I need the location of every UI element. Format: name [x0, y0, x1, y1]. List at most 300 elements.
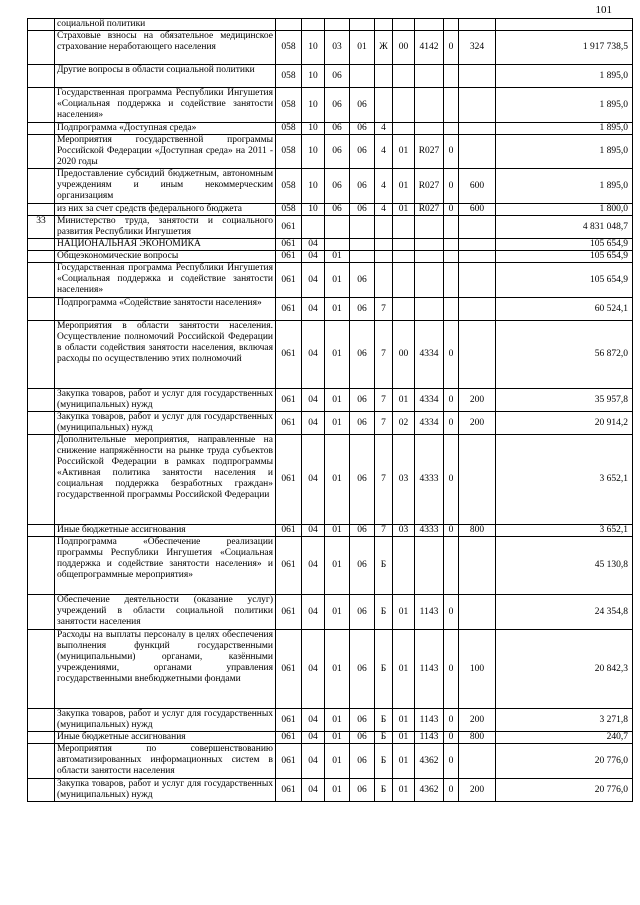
- cell-c4: 4333: [415, 435, 444, 525]
- cell-c4: R027: [415, 169, 444, 204]
- cell-g: 061: [276, 744, 302, 779]
- cell-g: 061: [276, 298, 302, 321]
- cell-p: [325, 19, 350, 31]
- table-row: [28, 709, 633, 732]
- cell-c5: 0: [444, 321, 459, 389]
- table-row: [28, 216, 633, 239]
- cell-c1: 06: [350, 135, 375, 169]
- cell-c5: 0: [444, 31, 459, 65]
- cell-s: 240,7: [496, 732, 633, 744]
- cell-c5: 0: [444, 389, 459, 412]
- cell-c2: Б: [375, 630, 393, 709]
- cell-s: 105 654,9: [496, 239, 633, 251]
- cell-p: [325, 216, 350, 239]
- cell-s: 1 895,0: [496, 123, 633, 135]
- cell-name: из них за счет средств федерального бюджета: [55, 204, 276, 216]
- cell-c1: 06: [350, 204, 375, 216]
- cell-c5: 0: [444, 435, 459, 525]
- cell-c5: [444, 65, 459, 88]
- cell-c2: 7: [375, 525, 393, 537]
- cell-g: 061: [276, 263, 302, 298]
- table-row: [28, 31, 633, 65]
- cell-c4: R027: [415, 204, 444, 216]
- cell-c4: R027: [415, 135, 444, 169]
- cell-n: [28, 239, 55, 251]
- cell-c4: 4334: [415, 389, 444, 412]
- cell-r: 04: [302, 389, 325, 412]
- cell-v: [459, 595, 496, 630]
- cell-name: НАЦИОНАЛЬНАЯ ЭКОНОМИКА: [55, 239, 276, 251]
- table-row: [28, 537, 633, 595]
- cell-n: [28, 251, 55, 263]
- cell-name: Расходы на выплаты персоналу в целях обеспечения выполнения функций государственными (муниципальными) органами, казёнными учреждениями, органами управления государственными внебюджетными фондами: [55, 630, 276, 709]
- cell-g: 061: [276, 412, 302, 435]
- cell-c2: Б: [375, 779, 393, 802]
- cell-g: 061: [276, 216, 302, 239]
- budget-table: [27, 18, 633, 802]
- cell-p: 06: [325, 88, 350, 123]
- cell-name: Мероприятия по совершенствованию автоматизированных информационных систем в области занятости населения: [55, 744, 276, 779]
- cell-c5: 0: [444, 135, 459, 169]
- cell-s: 1 895,0: [496, 88, 633, 123]
- cell-c3: [393, 65, 415, 88]
- cell-c3: 01: [393, 709, 415, 732]
- cell-p: 01: [325, 298, 350, 321]
- cell-g: 058: [276, 204, 302, 216]
- table-row: [28, 630, 633, 709]
- cell-c2: Б: [375, 709, 393, 732]
- cell-c4: [415, 88, 444, 123]
- cell-c4: 4362: [415, 744, 444, 779]
- cell-v: 324: [459, 31, 496, 65]
- cell-r: 10: [302, 31, 325, 65]
- cell-c3: [393, 88, 415, 123]
- cell-c1: 06: [350, 435, 375, 525]
- table-row: [28, 412, 633, 435]
- cell-g: 061: [276, 321, 302, 389]
- cell-c5: [444, 298, 459, 321]
- table-body: [28, 19, 633, 802]
- cell-r: 10: [302, 204, 325, 216]
- cell-p: 01: [325, 412, 350, 435]
- cell-v: [459, 123, 496, 135]
- cell-p: 01: [325, 744, 350, 779]
- cell-c4: 1143: [415, 595, 444, 630]
- cell-name: Другие вопросы в области социальной политики: [55, 65, 276, 88]
- cell-r: [302, 19, 325, 31]
- cell-c3: [393, 251, 415, 263]
- cell-c4: [415, 298, 444, 321]
- cell-r: 04: [302, 779, 325, 802]
- cell-c1: 06: [350, 298, 375, 321]
- cell-p: [325, 239, 350, 251]
- cell-c5: [444, 251, 459, 263]
- cell-c4: 4362: [415, 779, 444, 802]
- cell-n: [28, 709, 55, 732]
- cell-n: [28, 630, 55, 709]
- cell-g: 058: [276, 31, 302, 65]
- cell-s: 60 524,1: [496, 298, 633, 321]
- cell-g: 058: [276, 135, 302, 169]
- cell-name: Общеэкономические вопросы: [55, 251, 276, 263]
- cell-c2: Б: [375, 744, 393, 779]
- table-row: [28, 123, 633, 135]
- table-row: [28, 65, 633, 88]
- cell-g: [276, 19, 302, 31]
- table-row: [28, 744, 633, 779]
- cell-v: [459, 744, 496, 779]
- cell-c3: 01: [393, 204, 415, 216]
- cell-name: Подпрограмма «Содействие занятости населения»: [55, 298, 276, 321]
- table-row: [28, 435, 633, 525]
- cell-n: [28, 204, 55, 216]
- cell-n: [28, 744, 55, 779]
- cell-c2: [375, 88, 393, 123]
- cell-s: 105 654,9: [496, 263, 633, 298]
- cell-c5: 0: [444, 169, 459, 204]
- page-number: 101: [595, 4, 612, 16]
- cell-c5: 0: [444, 595, 459, 630]
- cell-c1: 06: [350, 412, 375, 435]
- cell-n: [28, 732, 55, 744]
- cell-c4: 4334: [415, 321, 444, 389]
- cell-n: [28, 88, 55, 123]
- cell-c1: 06: [350, 744, 375, 779]
- cell-g: 058: [276, 88, 302, 123]
- cell-c3: 02: [393, 412, 415, 435]
- cell-c3: [393, 123, 415, 135]
- cell-p: 01: [325, 732, 350, 744]
- cell-c2: 7: [375, 412, 393, 435]
- cell-p: 01: [325, 630, 350, 709]
- cell-p: 01: [325, 321, 350, 389]
- cell-p: 01: [325, 709, 350, 732]
- cell-v: 200: [459, 412, 496, 435]
- cell-c2: [375, 251, 393, 263]
- cell-c1: [350, 19, 375, 31]
- cell-c2: 7: [375, 389, 393, 412]
- table-row: [28, 321, 633, 389]
- cell-p: 06: [325, 123, 350, 135]
- cell-c3: 01: [393, 135, 415, 169]
- cell-s: 3 652,1: [496, 525, 633, 537]
- cell-r: 04: [302, 630, 325, 709]
- cell-v: 200: [459, 709, 496, 732]
- cell-s: 20 776,0: [496, 779, 633, 802]
- cell-c2: [375, 65, 393, 88]
- table-row: [28, 19, 633, 31]
- cell-c3: 00: [393, 31, 415, 65]
- table-row: [28, 389, 633, 412]
- cell-c1: [350, 216, 375, 239]
- cell-c2: 4: [375, 169, 393, 204]
- cell-r: 04: [302, 709, 325, 732]
- cell-c3: [393, 263, 415, 298]
- table-row: [28, 239, 633, 251]
- cell-c5: 0: [444, 204, 459, 216]
- cell-p: 06: [325, 65, 350, 88]
- cell-v: [459, 321, 496, 389]
- cell-name: Подпрограмма «Доступная среда»: [55, 123, 276, 135]
- cell-name: Государственная программа Республики Ингушетия «Социальная поддержка и содействие занятости населения»: [55, 88, 276, 123]
- cell-s: 45 130,8: [496, 537, 633, 595]
- cell-c4: 4333: [415, 525, 444, 537]
- cell-c1: 06: [350, 321, 375, 389]
- cell-r: 04: [302, 595, 325, 630]
- cell-p: 06: [325, 204, 350, 216]
- cell-r: 04: [302, 537, 325, 595]
- cell-c4: 1143: [415, 732, 444, 744]
- cell-v: [459, 251, 496, 263]
- cell-c3: [393, 298, 415, 321]
- cell-c3: 01: [393, 744, 415, 779]
- cell-c1: 06: [350, 537, 375, 595]
- cell-n: [28, 321, 55, 389]
- cell-c3: 03: [393, 435, 415, 525]
- table-row: [28, 88, 633, 123]
- cell-s: 1 917 738,5: [496, 31, 633, 65]
- cell-name: Подпрограмма «Обеспечение реализации программы Республики Ингушетия «Социальная поддержка и содействие занятости населения» и общепрограммные мероприятия»: [55, 537, 276, 595]
- cell-name: Предоставление субсидий бюджетным, автономным учреждениям и иным некоммерческим организациям: [55, 169, 276, 204]
- cell-c4: [415, 123, 444, 135]
- cell-r: 04: [302, 251, 325, 263]
- cell-c2: Ж: [375, 31, 393, 65]
- cell-name: Министерство труда, занятости и социального развития Республики Ингушетия: [55, 216, 276, 239]
- cell-p: 01: [325, 389, 350, 412]
- cell-name: Мероприятия государственной программы Российской Федерации «Доступная среда» на 2011 - 2020 годы: [55, 135, 276, 169]
- cell-c2: 7: [375, 321, 393, 389]
- cell-c1: 06: [350, 88, 375, 123]
- cell-c2: Б: [375, 732, 393, 744]
- cell-c5: 0: [444, 744, 459, 779]
- cell-r: 10: [302, 88, 325, 123]
- cell-name: Иные бюджетные ассигнования: [55, 732, 276, 744]
- cell-s: 3 652,1: [496, 435, 633, 525]
- cell-c5: 0: [444, 732, 459, 744]
- cell-r: 10: [302, 169, 325, 204]
- cell-p: 01: [325, 779, 350, 802]
- cell-c4: [415, 19, 444, 31]
- cell-g: 061: [276, 709, 302, 732]
- cell-c2: 4: [375, 123, 393, 135]
- cell-c1: 06: [350, 779, 375, 802]
- cell-c5: 0: [444, 709, 459, 732]
- cell-c5: 0: [444, 779, 459, 802]
- cell-v: [459, 435, 496, 525]
- cell-c1: 06: [350, 263, 375, 298]
- cell-v: [459, 263, 496, 298]
- cell-g: 061: [276, 537, 302, 595]
- cell-s: 24 354,8: [496, 595, 633, 630]
- cell-c4: 1143: [415, 630, 444, 709]
- cell-g: 061: [276, 732, 302, 744]
- cell-g: 058: [276, 65, 302, 88]
- cell-v: 200: [459, 389, 496, 412]
- cell-c4: [415, 537, 444, 595]
- cell-c2: [375, 239, 393, 251]
- cell-n: [28, 525, 55, 537]
- cell-r: 04: [302, 435, 325, 525]
- cell-c2: 4: [375, 204, 393, 216]
- table-row: [28, 204, 633, 216]
- cell-c1: 06: [350, 595, 375, 630]
- table-row: [28, 595, 633, 630]
- table-row: [28, 525, 633, 537]
- cell-n: [28, 537, 55, 595]
- cell-n: 33: [28, 216, 55, 239]
- cell-s: 20 842,3: [496, 630, 633, 709]
- cell-c4: 1143: [415, 709, 444, 732]
- cell-name: Страховые взносы на обязательное медицинское страхование неработающего населения: [55, 31, 276, 65]
- cell-s: 4 831 048,7: [496, 216, 633, 239]
- cell-v: [459, 216, 496, 239]
- cell-p: 01: [325, 435, 350, 525]
- cell-c3: 01: [393, 169, 415, 204]
- cell-c3: [393, 216, 415, 239]
- cell-s: 1 895,0: [496, 169, 633, 204]
- cell-c1: 06: [350, 389, 375, 412]
- cell-g: 061: [276, 239, 302, 251]
- cell-n: [28, 595, 55, 630]
- cell-n: [28, 19, 55, 31]
- cell-name: Закупка товаров, работ и услуг для государственных (муниципальных) нужд: [55, 709, 276, 732]
- cell-p: 01: [325, 537, 350, 595]
- cell-p: 06: [325, 135, 350, 169]
- cell-c2: 7: [375, 298, 393, 321]
- cell-c4: [415, 251, 444, 263]
- cell-v: 200: [459, 779, 496, 802]
- cell-c2: [375, 19, 393, 31]
- table-row: [28, 779, 633, 802]
- cell-g: 061: [276, 595, 302, 630]
- cell-s: [496, 19, 633, 31]
- cell-name: Дополнительные мероприятия, направленные на снижение напряжённости на рынке труда субъектов Российской Федерации в рамках подпрограммы «Активная политика занятости населения и социальная поддержка безработных граждан» государственной программы Российской Федерации: [55, 435, 276, 525]
- cell-r: 10: [302, 123, 325, 135]
- cell-v: 800: [459, 732, 496, 744]
- cell-r: 10: [302, 65, 325, 88]
- cell-c5: [444, 123, 459, 135]
- cell-s: 20 776,0: [496, 744, 633, 779]
- cell-v: [459, 537, 496, 595]
- cell-c3: 01: [393, 779, 415, 802]
- cell-g: 058: [276, 123, 302, 135]
- cell-n: [28, 389, 55, 412]
- cell-s: 56 872,0: [496, 321, 633, 389]
- cell-c4: [415, 65, 444, 88]
- cell-c5: [444, 88, 459, 123]
- cell-c1: 01: [350, 31, 375, 65]
- cell-c2: Б: [375, 537, 393, 595]
- cell-name: Иные бюджетные ассигнования: [55, 525, 276, 537]
- cell-name: Государственная программа Республики Ингушетия «Социальная поддержка и содействие занятости населения»: [55, 263, 276, 298]
- cell-c4: [415, 239, 444, 251]
- cell-p: 01: [325, 525, 350, 537]
- cell-c1: [350, 65, 375, 88]
- cell-p: 03: [325, 31, 350, 65]
- cell-n: [28, 435, 55, 525]
- cell-n: [28, 779, 55, 802]
- cell-c2: Б: [375, 595, 393, 630]
- cell-n: [28, 123, 55, 135]
- cell-r: 04: [302, 321, 325, 389]
- cell-p: 01: [325, 263, 350, 298]
- cell-c1: 06: [350, 169, 375, 204]
- cell-r: [302, 216, 325, 239]
- cell-r: 04: [302, 263, 325, 298]
- cell-c2: [375, 216, 393, 239]
- cell-c3: [393, 239, 415, 251]
- cell-c3: 01: [393, 595, 415, 630]
- cell-c5: 0: [444, 630, 459, 709]
- cell-c5: [444, 19, 459, 31]
- cell-c3: [393, 19, 415, 31]
- cell-c3: 01: [393, 630, 415, 709]
- cell-c1: 06: [350, 732, 375, 744]
- cell-n: [28, 169, 55, 204]
- cell-g: 061: [276, 630, 302, 709]
- cell-r: 04: [302, 412, 325, 435]
- cell-c1: 06: [350, 709, 375, 732]
- cell-c5: 0: [444, 525, 459, 537]
- cell-name: Обеспечение деятельности (оказание услуг) учреждений в области социальной политики занятости населения: [55, 595, 276, 630]
- table-row: [28, 169, 633, 204]
- cell-name: Закупка товаров, работ и услуг для государственных (муниципальных) нужд: [55, 779, 276, 802]
- cell-c1: 06: [350, 123, 375, 135]
- cell-n: [28, 65, 55, 88]
- cell-c1: [350, 251, 375, 263]
- cell-g: 061: [276, 435, 302, 525]
- cell-v: [459, 65, 496, 88]
- table-row: [28, 732, 633, 744]
- cell-r: 10: [302, 135, 325, 169]
- cell-c5: [444, 537, 459, 595]
- cell-r: 04: [302, 239, 325, 251]
- cell-c4: 4142: [415, 31, 444, 65]
- cell-name: Закупка товаров, работ и услуг для государственных (муниципальных) нужд: [55, 412, 276, 435]
- cell-c1: 06: [350, 630, 375, 709]
- cell-n: [28, 31, 55, 65]
- cell-c5: [444, 263, 459, 298]
- cell-s: 35 957,8: [496, 389, 633, 412]
- cell-c5: [444, 239, 459, 251]
- cell-p: 01: [325, 595, 350, 630]
- cell-v: 600: [459, 169, 496, 204]
- cell-v: [459, 135, 496, 169]
- cell-p: 06: [325, 169, 350, 204]
- cell-c1: 06: [350, 525, 375, 537]
- cell-c3: [393, 537, 415, 595]
- table-row: [28, 135, 633, 169]
- cell-c5: 0: [444, 412, 459, 435]
- cell-v: 800: [459, 525, 496, 537]
- cell-name: Мероприятия в области занятости населения. Осуществление полномочий Российской Федерации в области содействия занятости населения, включая расходы по осуществлению этих полномочий: [55, 321, 276, 389]
- cell-name: Закупка товаров, работ и услуг для государственных (муниципальных) нужд: [55, 389, 276, 412]
- cell-n: [28, 135, 55, 169]
- cell-g: 061: [276, 525, 302, 537]
- cell-v: 600: [459, 204, 496, 216]
- cell-s: 1 895,0: [496, 135, 633, 169]
- cell-p: 01: [325, 251, 350, 263]
- cell-name: социальной политики: [55, 19, 276, 31]
- cell-c2: 4: [375, 135, 393, 169]
- cell-v: [459, 19, 496, 31]
- cell-c1: [350, 239, 375, 251]
- cell-g: 061: [276, 251, 302, 263]
- cell-c4: [415, 216, 444, 239]
- cell-r: 04: [302, 732, 325, 744]
- cell-c5: [444, 216, 459, 239]
- table-row: [28, 298, 633, 321]
